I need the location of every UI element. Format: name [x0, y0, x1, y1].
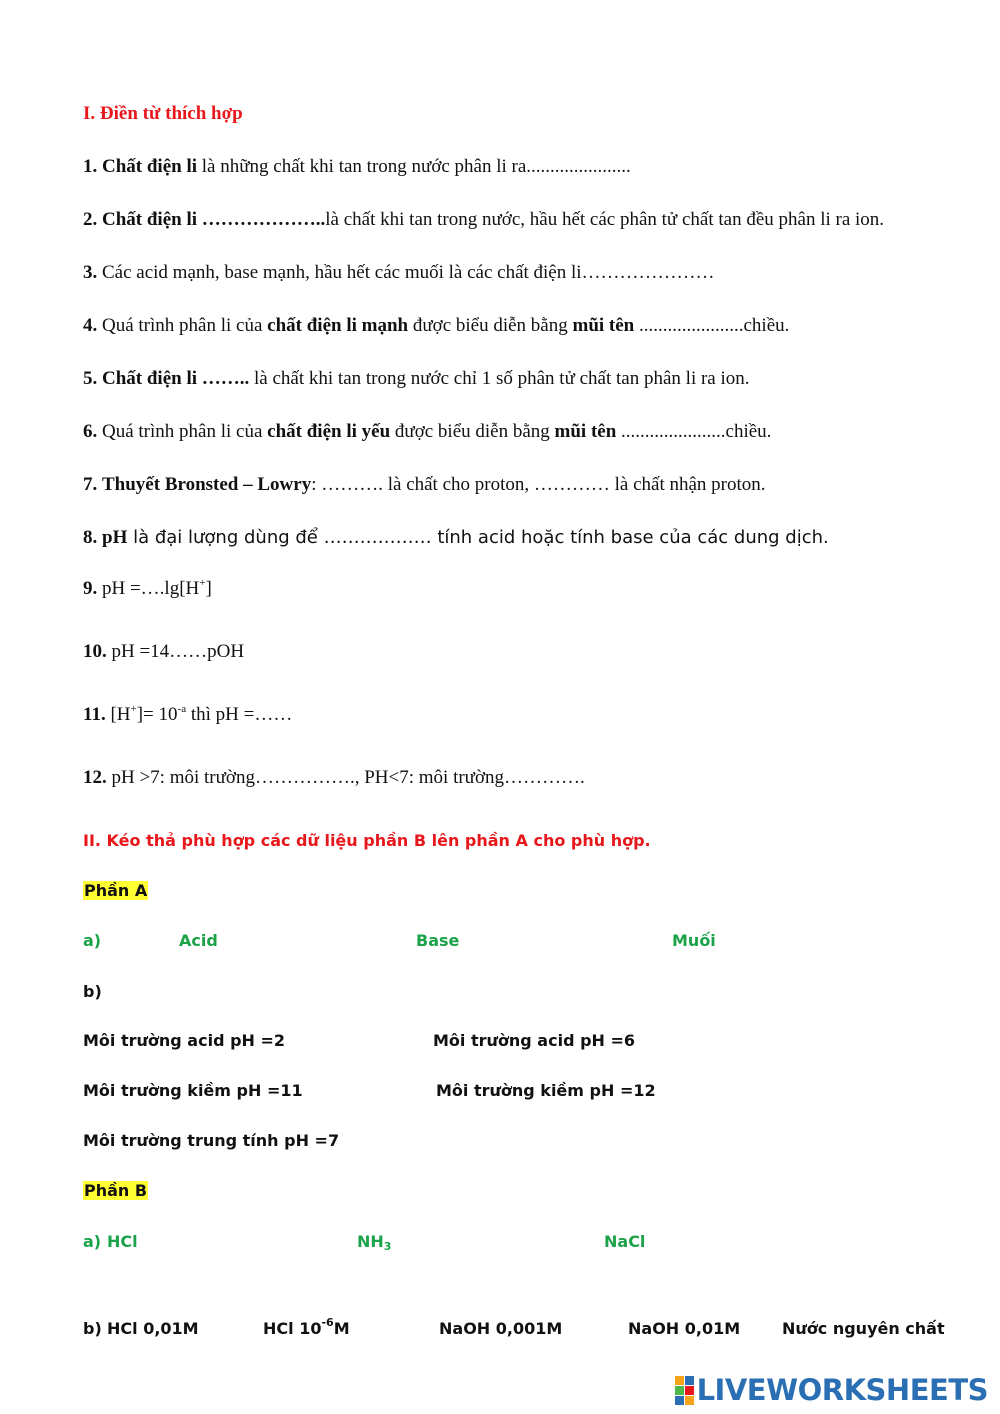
question-text: là chất khi tan trong nước chỉ 1 số phân tử chất tan phân li ra ion. [249, 368, 750, 389]
question-text: ......................chiều. [616, 421, 772, 442]
part-b-heading [83, 1181, 148, 1200]
question-4 [83, 315, 789, 337]
question-11 [83, 704, 292, 726]
draggable-hcl[interactable]: HCl [107, 1232, 138, 1251]
question-number: 2. [83, 209, 98, 230]
question-bold: Thuyết Bronsted – Lowry [102, 474, 312, 495]
section-1-title: I. Điền từ thích hợp [83, 103, 243, 124]
draggable-nacl[interactable]: NaCl [604, 1232, 646, 1251]
draggable-naoh-0001m[interactable]: NaOH 0,001M [439, 1319, 563, 1338]
part-a-heading-text: Phần A [84, 881, 148, 900]
draggable-hcl-001m[interactable]: HCl 0,01M [107, 1319, 199, 1338]
drop-target-base-ph11[interactable]: Môi trường kiềm pH =11 [83, 1081, 303, 1100]
superscript: -a [177, 703, 187, 715]
question-number: 6. [83, 421, 98, 442]
question-number: 7. [83, 474, 98, 495]
liveworksheets-logo-icon [675, 1376, 694, 1405]
question-number: 9. [83, 578, 98, 599]
part-b-b-label: b) [83, 1319, 102, 1338]
question-text: được biểu diễn bằng [390, 421, 555, 442]
drop-target-acid[interactable]: Acid [179, 931, 218, 950]
liveworksheets-logo[interactable] [675, 1373, 988, 1407]
draggable-hcl-1e-6m-unit: M [333, 1319, 350, 1338]
question-6 [83, 421, 771, 443]
question-text: Các acid mạnh, base mạnh, hầu hết các muối là các chất điện li………………… [102, 262, 715, 283]
superscript: -6 [321, 1316, 334, 1329]
question-2 [83, 209, 884, 231]
drop-target-acid-ph2[interactable]: Môi trường acid pH =2 [83, 1031, 286, 1050]
question-text: ] [205, 578, 212, 599]
question-bold: pH [102, 527, 128, 548]
drop-target-acid-ph6[interactable]: Môi trường acid pH =6 [433, 1031, 636, 1050]
question-bold: chất điện li mạnh [267, 315, 409, 336]
question-number: 10. [83, 641, 107, 662]
drop-target-neutral-ph7[interactable]: Môi trường trung tính pH =7 [83, 1131, 340, 1150]
question-text: pH =….lg[H [102, 578, 200, 599]
draggable-hcl-1e-6m[interactable] [263, 1316, 350, 1338]
subscript: 3 [383, 1240, 392, 1253]
question-text: Quá trình phân li của [102, 421, 268, 442]
superscript: + [199, 577, 206, 589]
question-bold: mũi tên [554, 421, 617, 442]
question-text: là đại lượng dùng để ……………… tính acid hoặc tính base của các dung dịch. [127, 527, 829, 548]
question-text: ]= 10 [136, 704, 178, 725]
logo-text: LIVEWORKSHEETS [696, 1373, 988, 1407]
draggable-naoh-001m[interactable]: NaOH 0,01M [628, 1319, 741, 1338]
part-a-a-label: a) [83, 931, 102, 950]
draggable-hcl-1e-6m-text: HCl 10 [263, 1319, 322, 1338]
question-bold: Chất điện li ……………….. [102, 209, 326, 230]
question-bold: Chất điện li …….. [102, 368, 250, 389]
question-text: : ………. là chất cho proton, ………… là chất nhận proton. [311, 474, 766, 495]
question-text: pH >7: môi trường……………., PH<7: môi trường…………. [111, 767, 585, 788]
question-12 [83, 767, 585, 789]
question-text: Quá trình phân li của [102, 315, 268, 336]
question-text: được biểu diễn bằng [408, 315, 573, 336]
part-b-heading-text: Phần B [84, 1181, 148, 1200]
question-9 [83, 578, 212, 600]
question-text: là những chất khi tan trong nước phân li ra...................... [197, 156, 631, 177]
question-bold: chất điện li yếu [267, 421, 391, 442]
section-2-title: II. Kéo thả phù hợp các dữ liệu phần B lên phần A cho phù hợp. [83, 831, 651, 850]
question-number: 4. [83, 315, 98, 336]
draggable-nh3-text: NH [357, 1232, 384, 1251]
question-text: là chất khi tan trong nước, hầu hết các phân tử chất tan đều phân li ra ion. [325, 209, 885, 230]
question-text: [H [110, 704, 131, 725]
part-a-heading [83, 881, 148, 900]
question-number: 5. [83, 368, 98, 389]
question-7 [83, 474, 766, 496]
question-bold: mũi tên [572, 315, 635, 336]
question-number: 12. [83, 767, 107, 788]
question-text: ......................chiều. [634, 315, 790, 336]
question-5 [83, 368, 750, 390]
drop-target-salt[interactable]: Muối [672, 931, 716, 950]
part-b-a-label: a) [83, 1232, 102, 1251]
draggable-pure-water[interactable]: Nước nguyên chất [782, 1319, 945, 1338]
question-text: thì pH =…… [186, 704, 293, 725]
question-bold: Chất điện li [102, 156, 198, 177]
question-8 [83, 527, 829, 549]
question-10 [83, 641, 244, 663]
drop-target-base-ph12[interactable]: Môi trường kiềm pH =12 [436, 1081, 656, 1100]
question-text: pH =14……pOH [111, 641, 245, 662]
part-a-b-label: b) [83, 982, 102, 1001]
superscript: + [130, 703, 137, 715]
draggable-nh3[interactable] [357, 1232, 391, 1251]
question-number: 11. [83, 704, 106, 725]
drop-target-base[interactable]: Base [416, 931, 460, 950]
question-3 [83, 262, 715, 284]
question-number: 1. [83, 156, 98, 177]
question-number: 8. [83, 527, 98, 548]
question-1 [83, 156, 631, 178]
question-number: 3. [83, 262, 98, 283]
